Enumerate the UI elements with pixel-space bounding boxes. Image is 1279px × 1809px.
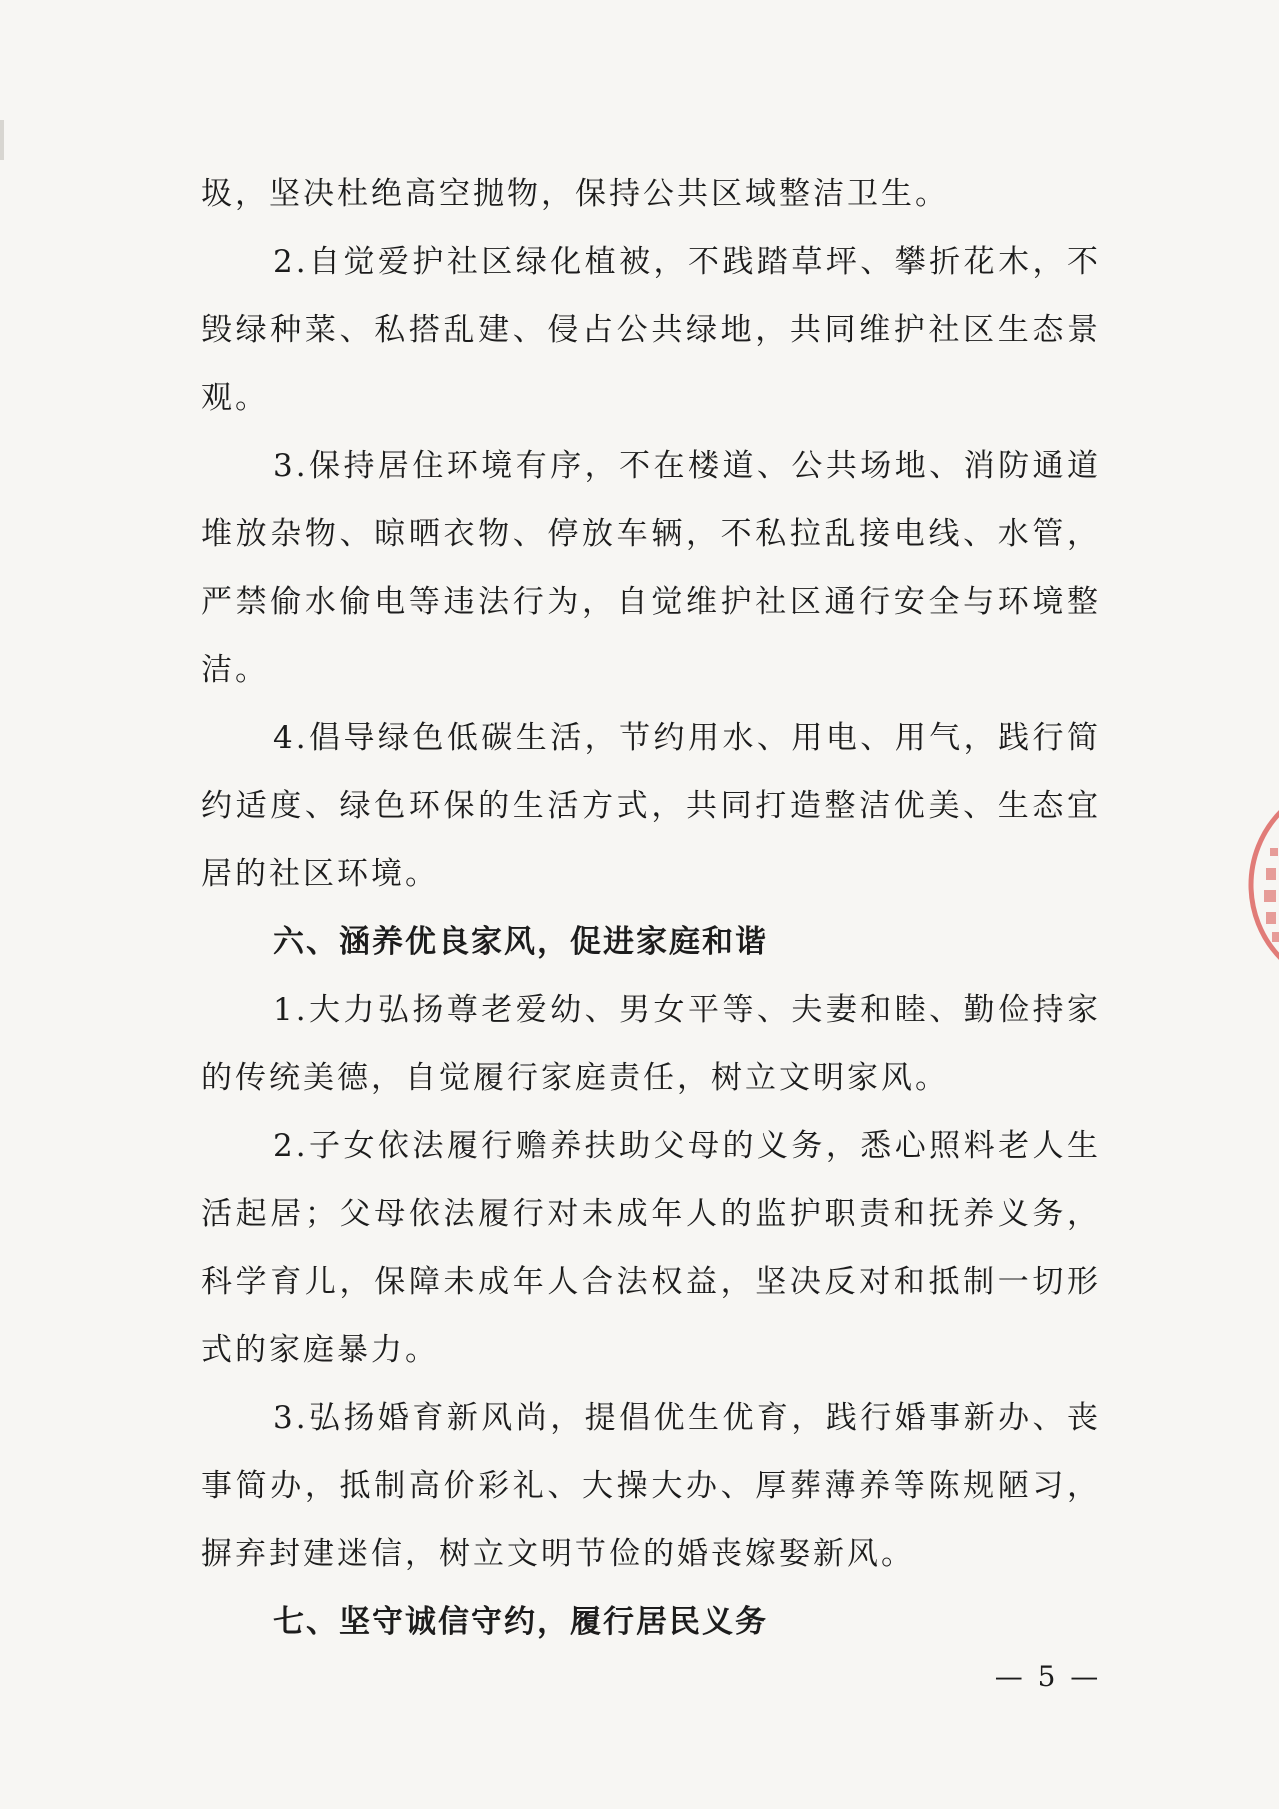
seal-ring (1251, 780, 1279, 990)
scan-edge-mark (0, 120, 4, 160)
document-body (201, 160, 1101, 1656)
seal-inner-marks (1264, 848, 1279, 942)
paragraph-item-6-1: 1.大力弘扬尊老爱幼、男女平等、夫妻和睦、勤俭持家的传统美德，自觉履行家庭责任，树立文明家风。 (201, 992, 1101, 1096)
page-number: — 5 — (994, 1660, 1102, 1693)
paragraph-item-5-3: 3.保持居住环境有序，不在楼道、公共场地、消防通道堆放杂物、晾晒衣物、停放车辆，不私拉乱接电线、水管，严禁偷水偷电等违法行为，自觉维护社区通行安全与环境整洁。 (201, 448, 1101, 688)
paragraph-item-6-3: 3.弘扬婚育新风尚，提倡优生优育，践行婚事新办、丧事简办，抵制高价彩礼、大操大办、厚葬薄养等陈规陋习，摒弃封建迷信，树立文明节俭的婚丧嫁娶新风。 (201, 1400, 1101, 1572)
section-heading-6: 六、涵养优良家风，促进家庭和谐 (273, 924, 768, 960)
paragraph-item-5-2: 2.自觉爱护社区绿化植被，不践踏草坪、攀折花木，不毁绿种菜、私搭乱建、侵占公共绿地，共同维护社区生态景观。 (201, 244, 1101, 416)
paragraph-item-6-2: 2.子女依法履行赡养扶助父母的义务，悉心照料老人生活起居；父母依法履行对未成年人的监护职责和抚养义务，科学育儿，保障未成年人合法权益，坚决反对和抵制一切形式的家庭暴力。 (201, 1128, 1101, 1368)
red-seal-stamp (1236, 770, 1279, 1000)
paragraph-item-5-4: 4.倡导绿色低碳生活，节约用水、用电、用气，践行简约适度、绿色环保的生活方式，共同打造整洁优美、生态宜居的社区环境。 (201, 720, 1101, 892)
section-heading-7: 七、坚守诚信守约，履行居民义务 (273, 1604, 768, 1640)
paragraph-continuation: 圾，坚决杜绝高空抛物，保持公共区域整洁卫生。 (201, 176, 949, 212)
